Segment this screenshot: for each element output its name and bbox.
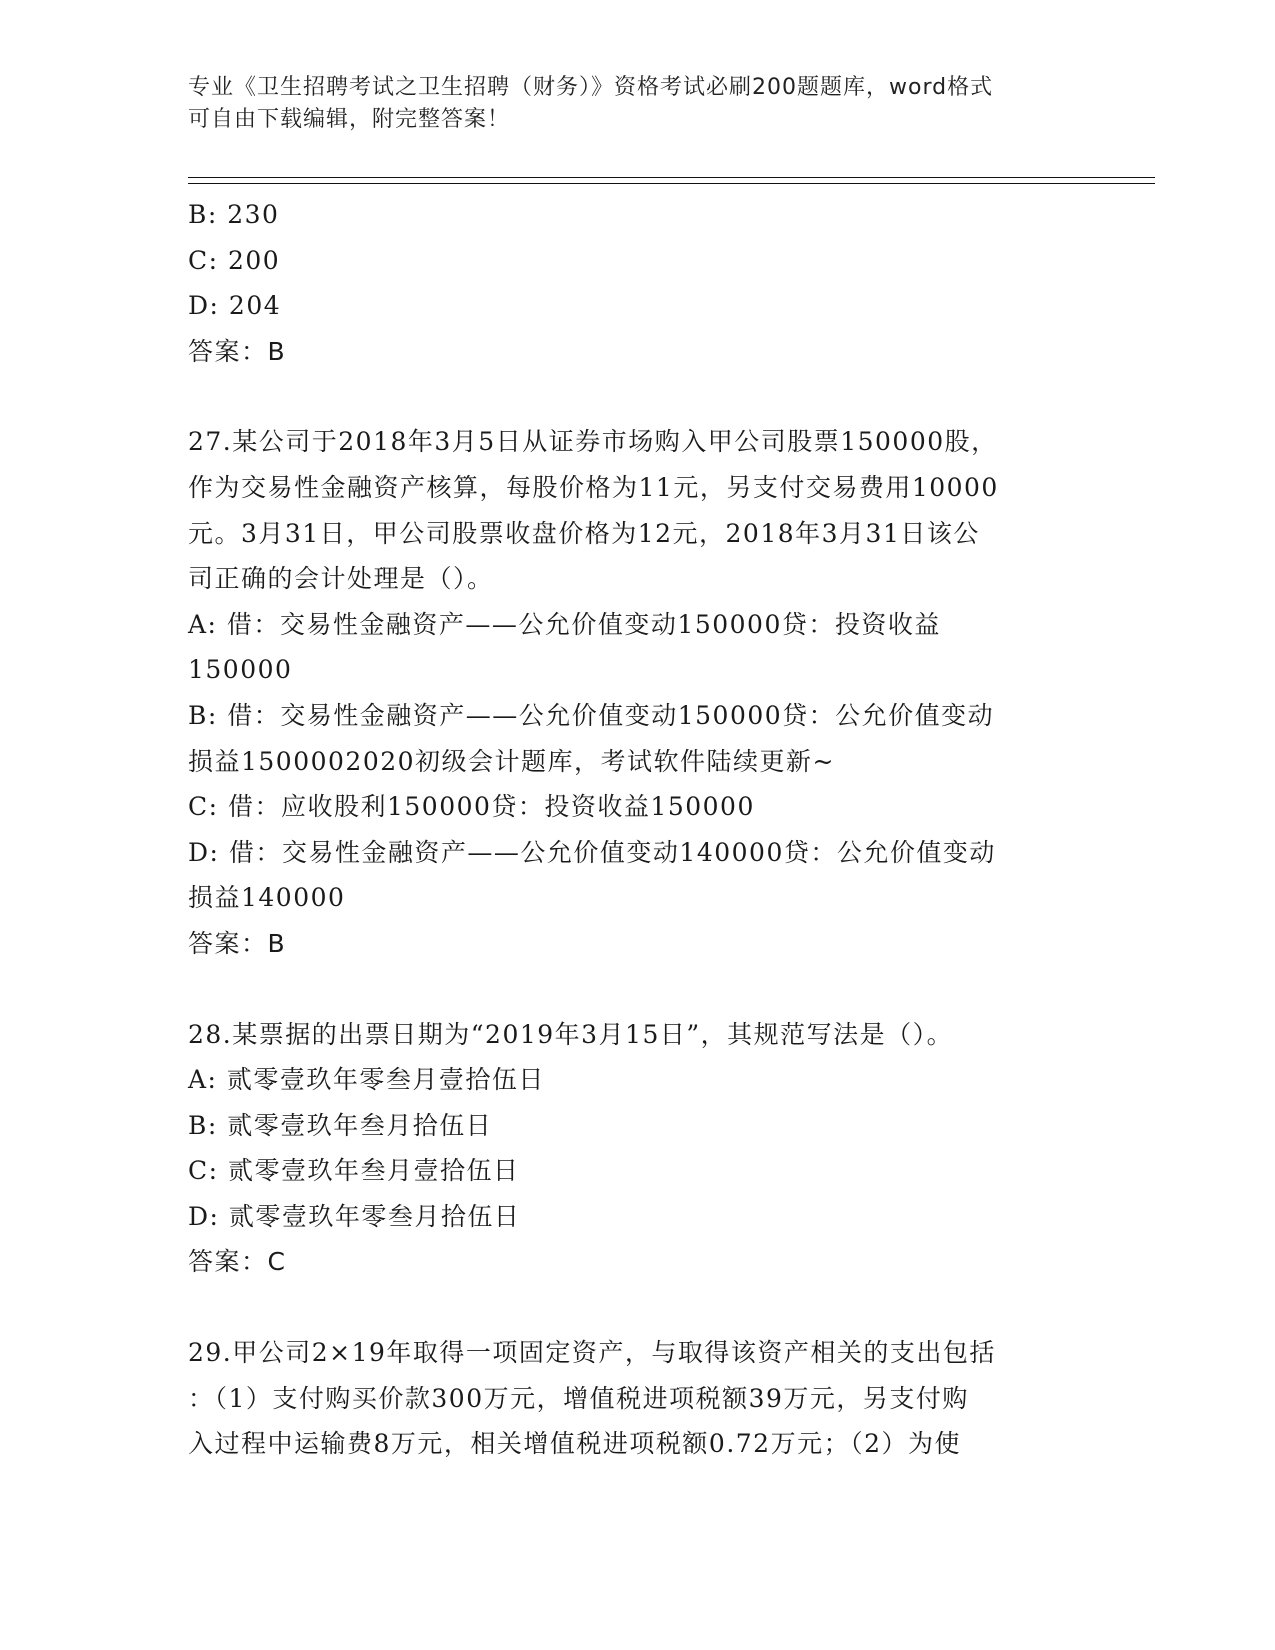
q28-option-a: A: 贰零壹玖年零叁月壹拾伍日 [188,1065,545,1095]
header-title-line-2: 可自由下载编辑，附完整答案！ [188,107,511,132]
question-26-tail [188,192,1088,374]
question-28 [188,1012,1088,1286]
document-body [188,192,1088,1467]
spacer [188,967,1088,1012]
q27-option-c: C: 借：应收股利150000贷：投资收益150000 [188,792,755,822]
q27-option-d-cont: 损益140000 [188,883,346,913]
header-rule-bottom [188,183,1155,184]
q27-stem-line: 元。3月31日，甲公司股票收盘价格为12元，2018年3月31日该公 [188,518,980,548]
q27-option-b: B: 借：交易性金融资产——公允价值变动150000贷：公允价值变动 [188,700,995,730]
question-29 [188,1330,1088,1467]
q27-option-a-cont: 150000 [188,655,293,685]
q28-option-b: B: 贰零壹玖年叁月拾伍日 [188,1110,493,1140]
q27-stem-line: 司正确的会计处理是（）。 [188,564,494,594]
spacer [188,1285,1088,1330]
question-27 [188,419,1088,966]
q27-answer: 答案：B [188,928,287,958]
q26-answer: 答案：B [188,336,287,366]
q27-option-b-cont: 损益1500002020初级会计题库，考试软件陆续更新~ [188,746,836,776]
q26-option-c: C: 200 [188,245,281,275]
q27-stem-line: 27.某公司于2018年3月5日从证券市场购入甲公司股票150000股， [188,427,998,457]
q28-option-c: C: 贰零壹玖年叁月壹拾伍日 [188,1156,520,1186]
q26-option-b: B: 230 [188,200,280,229]
q28-answer: 答案：C [188,1247,287,1277]
header-rule-top [188,177,1155,178]
q27-option-a: A: 借：交易性金融资产——公允价值变动150000贷：投资收益 [188,609,941,639]
document-header [188,72,1068,136]
spacer [188,374,1088,419]
q26-option-d: D: 204 [188,291,282,321]
header-title-line-1: 专业《卫生招聘考试之卫生招聘（财务）》资格考试必刷200题题库，word格式 [188,75,994,100]
q27-stem-line: 作为交易性金融资产核算，每股价格为11元，另支付交易费用10000 [188,472,999,502]
q28-stem: 28.某票据的出票日期为“2019年3月15日”，其规范写法是（）。 [188,1019,954,1049]
q27-option-d: D: 借：交易性金融资产——公允价值变动140000贷：公允价值变动 [188,837,996,867]
q29-stem-line: ：（1）支付购买价款300万元，增值税进项税额39万元，另支付购 [188,1383,969,1413]
q28-option-d: D: 贰零壹玖年零叁月拾伍日 [188,1201,521,1231]
q29-stem-line: 29.甲公司2×19年取得一项固定资产，与取得该资产相关的支出包括 [188,1338,996,1368]
q29-stem-line: 入过程中运输费8万元，相关增值税进项税额0.72万元；（2）为使 [188,1429,961,1459]
